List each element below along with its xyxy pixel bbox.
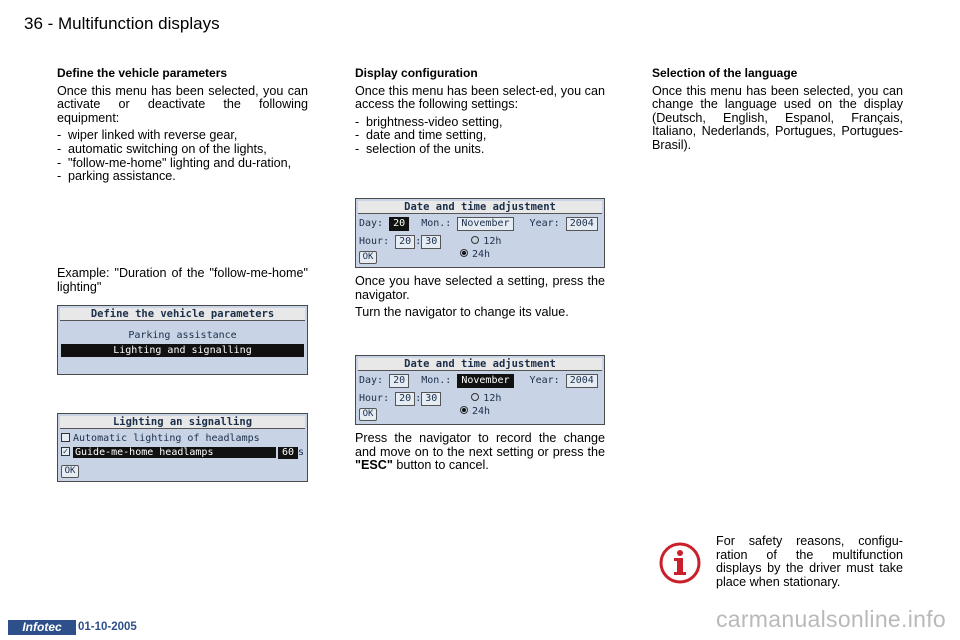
hour-row: Hour: 20 : 30 12h xyxy=(359,393,502,404)
instruction-text xyxy=(355,432,605,473)
menu-item-parking-assistance[interactable]: Parking assistance xyxy=(128,330,237,341)
instruction-part: Press the navigator to record the change and move on to the next setting or press the xyxy=(355,431,605,459)
equipment-list xyxy=(57,129,308,183)
radio-12h[interactable] xyxy=(471,393,501,404)
month-label: Mon.: xyxy=(421,375,452,386)
day-field[interactable]: 20 xyxy=(389,374,409,388)
settings-list xyxy=(355,116,605,157)
hour-label: Hour: xyxy=(359,393,390,404)
checkbox-icon[interactable] xyxy=(61,433,70,442)
checkbox-checked-icon[interactable]: ✓ xyxy=(62,446,69,457)
day-label: Day: xyxy=(359,375,384,386)
lcd-title: Lighting an signalling xyxy=(60,416,305,429)
list-item: - wiper linked with reverse gear, xyxy=(57,129,308,143)
radio-24h[interactable] xyxy=(460,249,490,260)
month-label: Mon.: xyxy=(421,218,452,229)
section-text: Once this menu has been selected, you can change the language used on the display (Deutsch, English, Espanol, Français, Italiano, Nederlands, Portugues, Portugues-Brasil). xyxy=(652,83,903,152)
guide-me-home-option[interactable] xyxy=(61,447,304,459)
list-item: - "follow-me-home" lighting and du-ration, xyxy=(57,157,308,171)
navigator-instructions xyxy=(355,275,605,324)
ok-button[interactable]: OK xyxy=(359,408,377,421)
date-row xyxy=(359,374,598,388)
list-item: - selection of the units. xyxy=(355,143,605,157)
year-label: Year: xyxy=(529,375,560,386)
lcd-lighting-menu xyxy=(57,413,308,482)
radio-icon xyxy=(471,393,479,401)
language-section xyxy=(652,67,903,157)
hour-label: Hour: xyxy=(359,236,390,247)
month-field[interactable]: November xyxy=(457,217,513,231)
display-config-section xyxy=(355,67,605,161)
year-field[interactable]: 2004 xyxy=(566,374,598,388)
year-field[interactable]: 2004 xyxy=(566,217,598,231)
list-item: - date and time setting, xyxy=(355,129,605,143)
lcd-vehicle-parameters-menu xyxy=(57,305,308,375)
infotec-logo: Infotec xyxy=(8,620,76,635)
info-icon xyxy=(658,541,702,585)
radio-icon xyxy=(471,236,479,244)
instruction-text: Once you have selected a setting, press the navigator. xyxy=(355,274,605,302)
safety-note: For safety reasons, configu-ration of the multifunction displays by the driver must take place when stationary. xyxy=(716,534,903,589)
radio-12h[interactable] xyxy=(471,236,501,247)
lcd-date-time-adjustment-month xyxy=(355,355,605,425)
section-heading: Define the vehicle parameters xyxy=(57,66,228,80)
duration-value[interactable]: 60 xyxy=(278,447,298,459)
duration-unit: s xyxy=(298,447,305,458)
month-field[interactable]: November xyxy=(457,374,513,388)
lcd-title: Date and time adjustment xyxy=(358,358,602,371)
watermark: carmanualsonline.info xyxy=(715,606,946,632)
lcd-title: Define the vehicle parameters xyxy=(60,308,305,321)
ok-button[interactable]: OK xyxy=(359,251,377,264)
page-title: 36 - Multifunction displays xyxy=(24,14,220,33)
record-instructions xyxy=(355,432,605,477)
ok-button[interactable]: OK xyxy=(61,465,79,478)
radio-selected-icon xyxy=(460,249,468,257)
minute-field[interactable]: 30 xyxy=(421,392,441,406)
hour-field[interactable]: 20 xyxy=(395,235,415,249)
instruction-text: Turn the navigator to change its value. xyxy=(355,305,569,320)
option-label: Guide-me-home headlamps xyxy=(73,447,276,458)
day-label: Day: xyxy=(359,218,384,229)
menu-item-lighting-signalling[interactable]: Lighting and signalling xyxy=(61,344,304,357)
radio-label: 24h xyxy=(472,406,491,417)
footer-date: 01-10-2005 xyxy=(78,621,137,633)
hour-row: Hour: 20 : 30 12h xyxy=(359,236,502,247)
hour-field[interactable]: 20 xyxy=(395,392,415,406)
section-intro: Once this menu has been select-ed, you can access the following settings: xyxy=(355,83,605,112)
esc-label: "ESC" xyxy=(355,458,393,473)
section-heading: Selection of the language xyxy=(652,66,798,80)
instruction-part: button to cancel. xyxy=(392,458,489,473)
list-item: - automatic switching on of the lights, xyxy=(57,143,308,157)
lcd-title: Date and time adjustment xyxy=(358,201,602,214)
list-item: - brightness-video setting, xyxy=(355,116,605,130)
section-heading: Display configuration xyxy=(355,66,478,80)
radio-label: 24h xyxy=(472,249,491,260)
example-text: Example: "Duration of the "follow-me-home" lighting" xyxy=(57,266,308,294)
radio-label: 12h xyxy=(483,393,502,404)
section-intro: Once this menu has been selected, you can activate or deactivate the following equipment: xyxy=(57,83,308,125)
radio-24h[interactable] xyxy=(460,406,490,417)
list-item: - parking assistance. xyxy=(57,170,308,184)
day-field[interactable]: 20 xyxy=(389,217,409,231)
vehicle-parameters-section xyxy=(57,67,308,188)
date-row xyxy=(359,217,598,231)
lcd-date-time-adjustment xyxy=(355,198,605,268)
radio-selected-icon xyxy=(460,406,468,414)
minute-field[interactable]: 30 xyxy=(421,235,441,249)
option-label: Automatic lighting of headlamps xyxy=(73,433,260,444)
year-label: Year: xyxy=(529,218,560,229)
auto-lighting-option[interactable] xyxy=(61,433,260,444)
radio-label: 12h xyxy=(483,236,502,247)
